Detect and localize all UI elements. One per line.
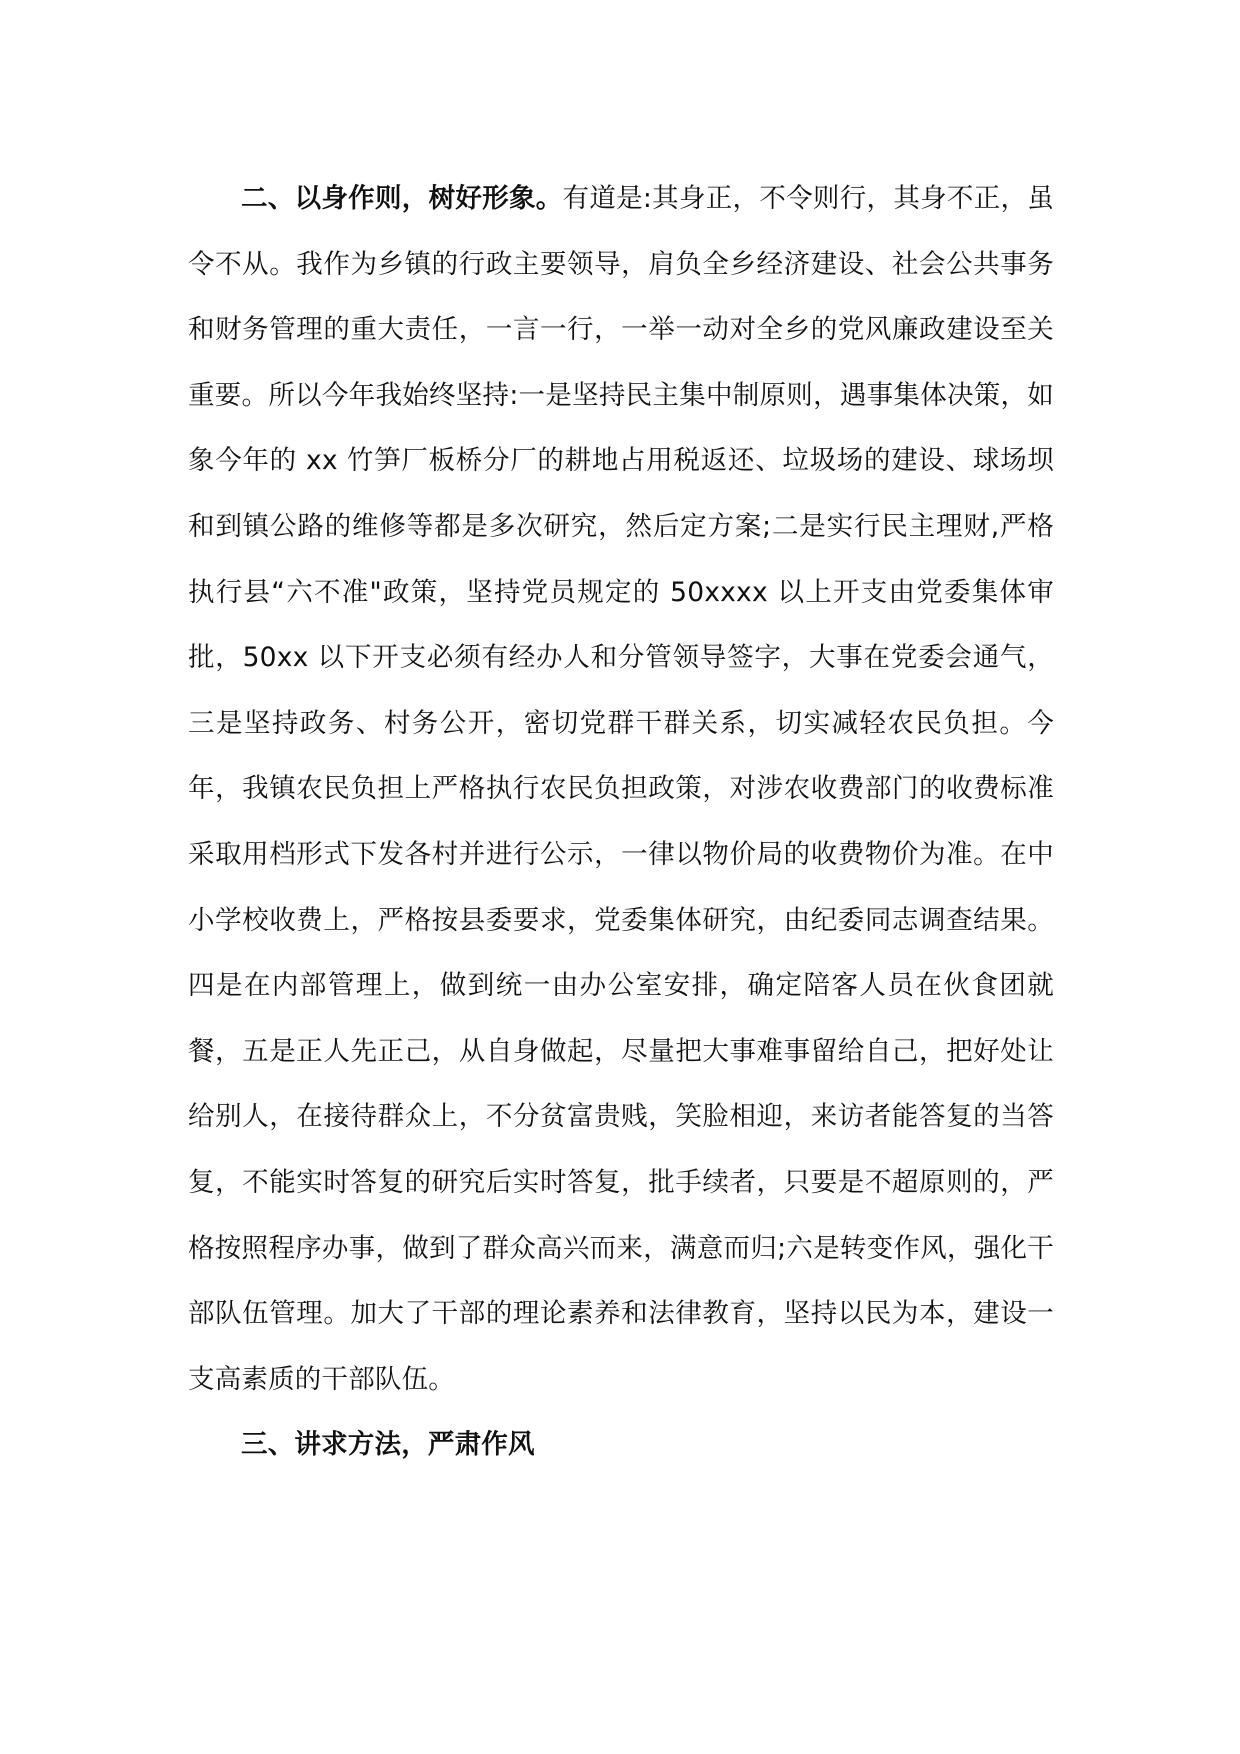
section-2-body: 有道是:其身正，不令则行，其身不正，虽令不从。我作为乡镇的行政主要领导，肩负全乡经济建设、社会公共事务和财务管理的重大责任，一言一行，一举一动对全乡的党风廉政建设至关重要。所以今年我始终坚持:一是坚持民主集中制原则，遇事集体决策，如象今年的 xx 竹笋厂板桥分厂的耕地占用税返还、垃圾场的建设、球场坝和到镇公路的维修等都是多次研究，然后定方案;二是实行民主理财,严格执行县“六不准"政策，坚持党员规定的 50xxxx 以上开支由党委集体审批，50xx 以下开支必须有经办人和分管领导签字，大事在党委会通气，三是坚持政务、村务公开，密切党群干群关系，切实减轻农民负担。今年，我镇农民负担上严格执行农民负担政策，对涉农收费部门的收费标准采取用档形式下发各村并进行公示，一律以物价局的收费物价为准。在中小学校收费上，严格按县委要求，党委集体研究，由纪委同志调查结果。四是在内部管理上，做到统一由办公室安排，确定陪客人员在伙食团就餐，五是正人先正己，从自身做起，尽量把大事难事留给自己，把好处让给别人，在接待群众上，不分贫富贵贱，笑脸相迎，来访者能答复的当答复，不能实时答复的研究后实时答复，批手续者，只要是不超原则的，严格按照程序办事，做到了群众高兴而来，满意而归;六是转变作风，强化干部队伍管理。加大了干部的理论素养和法律教育，坚持以民为本，建设一支高素质的干部队伍。 <box>188 183 1054 1395</box>
section-2-paragraph <box>188 166 1054 1412</box>
section-2-heading: 二、以身作则，树好形象。 <box>241 183 563 214</box>
section-3-paragraph <box>188 1412 1054 1478</box>
section-3-heading: 三、讲求方法，严肃作风 <box>241 1429 535 1461</box>
document-page <box>188 166 1054 1478</box>
